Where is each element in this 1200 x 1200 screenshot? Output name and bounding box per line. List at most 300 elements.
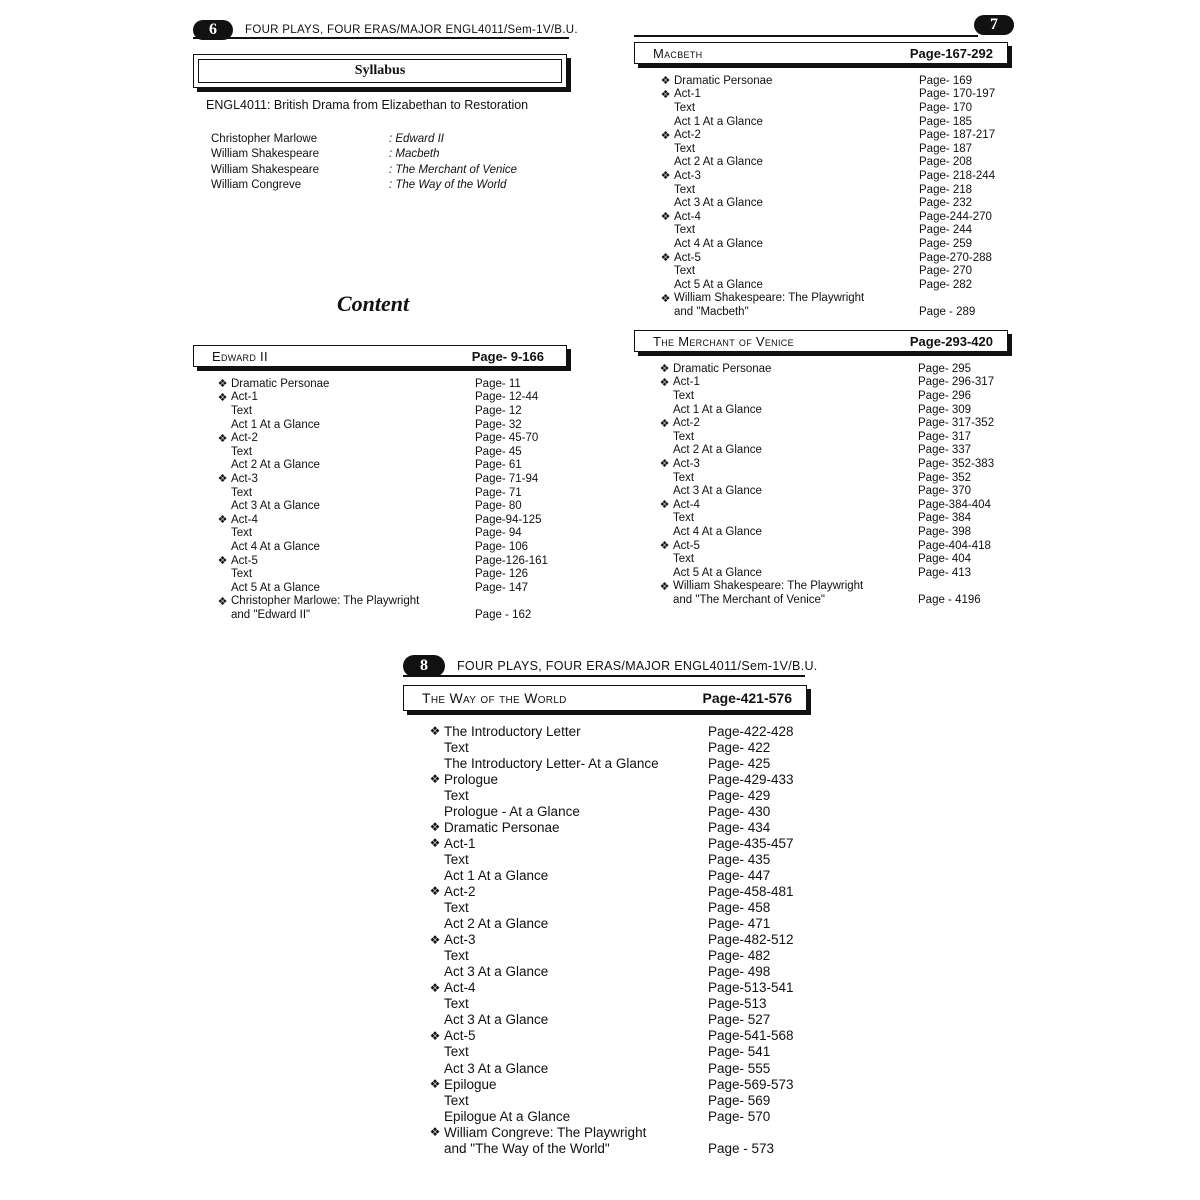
toc-row <box>656 362 1016 376</box>
toc-entry-page: Page- 422 <box>708 739 771 755</box>
toc-entry-page: Page- 218 <box>919 183 973 196</box>
toc-entry-page: Page- 370 <box>918 485 972 498</box>
toc-row <box>426 996 826 1012</box>
toc-row <box>657 142 1017 156</box>
toc-row <box>214 527 574 541</box>
toc-entry-page: Page- 80 <box>475 500 522 513</box>
toc-entry-page: Page- 429 <box>708 787 771 803</box>
toc-entry-label: William Shakespeare: The Playwright <box>674 292 865 305</box>
toc-row <box>214 499 574 513</box>
syllabus-work: : Macbeth <box>389 148 440 161</box>
bullet-icon: ❖ <box>660 292 671 305</box>
toc-entry-label: Act-2 <box>444 883 476 899</box>
toc-row <box>657 224 1017 238</box>
toc-row <box>214 418 574 432</box>
toc-entry-label: Act 3 At a Glance <box>444 1012 549 1028</box>
toc-entry-label: Text <box>674 224 696 237</box>
toc-entry-page: Page- 458 <box>708 900 771 916</box>
bullet-icon: ❖ <box>659 376 670 389</box>
syllabus-work: : The Merchant of Venice <box>389 163 518 176</box>
syllabus-table <box>211 133 517 194</box>
section-title: The Way of the World <box>422 690 567 706</box>
toc-row <box>657 156 1017 170</box>
toc-entry-page: Page-541-568 <box>708 1028 794 1044</box>
toc-row <box>656 471 1016 485</box>
toc-entry-page: Page- 187-217 <box>919 129 996 142</box>
syllabus-box <box>193 54 567 88</box>
toc-entry-page: Page- 541 <box>708 1044 771 1060</box>
bullet-icon: ❖ <box>660 252 671 265</box>
bullet-icon: ❖ <box>659 580 670 593</box>
toc-entry-label: Act-5 <box>674 251 701 264</box>
toc-entry-label: Act-5 <box>673 539 700 552</box>
header-rule <box>634 35 978 37</box>
toc-entry-label: Act-1 <box>231 391 258 404</box>
toc-entry-page: Page- 232 <box>919 197 973 210</box>
toc-entry-page: Page- 337 <box>918 444 972 457</box>
toc-entry-label: Act 5 At a Glance <box>674 278 763 291</box>
toc-entry-page: Page- 404 <box>918 553 972 566</box>
syllabus-work: : Edward II <box>389 133 444 145</box>
bullet-icon: ❖ <box>660 75 671 88</box>
toc-entry-page: Page-458-481 <box>708 883 794 899</box>
toc-entry-label: Act-4 <box>444 980 476 996</box>
toc-entry-page: Page- 106 <box>475 540 529 553</box>
toc-row <box>426 1140 826 1156</box>
section-header-edward <box>193 345 567 367</box>
toc-row <box>426 1028 826 1044</box>
toc-entry-label: Act-2 <box>231 432 258 445</box>
header-rule <box>403 675 805 677</box>
toc-entry-label: Epilogue <box>444 1076 497 1092</box>
toc-row <box>214 581 574 595</box>
toc-row <box>426 932 826 948</box>
section-pages: Page-421-576 <box>702 690 792 706</box>
toc-row <box>657 101 1017 115</box>
content-heading: Content <box>337 291 410 316</box>
toc-entry-page: Page-422-428 <box>708 723 794 739</box>
toc-entry-label: Act-5 <box>231 554 258 567</box>
toc-row <box>657 251 1017 265</box>
toc-entry-label: Act 1 At a Glance <box>674 115 763 128</box>
toc-entry-page: Page- 32 <box>475 418 522 431</box>
toc-row <box>657 169 1017 183</box>
toc-entry-page: Page- 527 <box>708 1012 771 1028</box>
toc-row <box>214 595 574 609</box>
toc-row <box>657 305 1017 319</box>
toc-entry-page: Page- 295 <box>918 362 972 375</box>
toc-entry-label: Act-1 <box>673 376 700 389</box>
toc-entry-label: Text <box>231 486 253 499</box>
toc-row <box>657 292 1017 306</box>
toc-entry-page: Page- 71 <box>475 486 522 499</box>
section-title: Macbeth <box>653 45 703 61</box>
toc-row <box>656 403 1016 417</box>
toc-entry-label: Act 4 At a Glance <box>674 237 763 250</box>
toc-entry-label: Act-2 <box>674 129 701 142</box>
toc-entry-label: Text <box>444 851 469 867</box>
toc-entry-label: Text <box>444 1044 469 1060</box>
toc-entry-page: Page- 185 <box>919 115 973 128</box>
toc-way <box>426 723 826 1156</box>
toc-row <box>656 416 1016 430</box>
toc-entry-label: Dramatic Personae <box>231 377 330 390</box>
toc-row <box>656 525 1016 539</box>
toc-row <box>214 459 574 473</box>
bullet-icon: ❖ <box>429 1125 441 1140</box>
toc-row <box>214 608 574 622</box>
toc-entry-label: Epilogue At a Glance <box>444 1108 571 1124</box>
toc-entry-label: Act-4 <box>674 210 701 223</box>
toc-row <box>426 916 826 932</box>
toc-entry-label: William Shakespeare: The Playwright <box>673 580 864 593</box>
bullet-icon: ❖ <box>429 820 441 835</box>
syllabus-row <box>211 179 517 194</box>
toc-macbeth <box>657 74 1017 319</box>
toc-entry-label: Text <box>231 404 253 417</box>
bullet-icon: ❖ <box>660 88 671 101</box>
toc-row <box>214 540 574 554</box>
toc-entry-page: Page- 471 <box>708 916 771 932</box>
toc-entry-label: Text <box>674 101 696 114</box>
bullet-icon: ❖ <box>659 540 670 553</box>
toc-entry-label: Dramatic Personae <box>444 819 560 835</box>
toc-entry-label: and "Edward II" <box>231 608 311 621</box>
toc-row <box>426 771 826 787</box>
toc-entry-label: Act 2 At a Glance <box>674 156 763 169</box>
bullet-icon: ❖ <box>429 980 441 995</box>
toc-entry-page: Page- 147 <box>475 581 529 594</box>
toc-entry-page: Page- 569 <box>708 1092 771 1108</box>
bullet-icon: ❖ <box>217 514 228 527</box>
toc-entry-page: Page- 208 <box>919 156 973 169</box>
toc-entry-label: The Introductory Letter <box>444 723 581 739</box>
section-title: The Merchant of Venice <box>653 333 794 349</box>
toc-row <box>656 457 1016 471</box>
toc-entry-page: Page- 282 <box>919 278 973 291</box>
toc-row <box>214 445 574 459</box>
toc-entry-label: Text <box>444 948 469 964</box>
header-rule <box>193 37 569 39</box>
section-pages: Page-293-420 <box>909 333 993 349</box>
toc-entry-page: Page - 289 <box>919 305 976 318</box>
toc-entry-label: Text <box>444 739 469 755</box>
toc-row <box>657 128 1017 142</box>
bullet-icon: ❖ <box>217 555 228 568</box>
toc-entry-label: Act 3 At a Glance <box>674 197 763 210</box>
bullet-icon: ❖ <box>429 932 441 947</box>
syllabus-author: William Congreve <box>211 178 302 191</box>
toc-row <box>214 377 574 391</box>
toc-entry-label: Act-4 <box>231 513 258 526</box>
toc-entry-label: Act-1 <box>444 835 476 851</box>
toc-entry-page: Page- 352 <box>918 471 972 484</box>
toc-row <box>656 580 1016 594</box>
toc-entry-label: Text <box>674 142 696 155</box>
toc-entry-label: Act 3 At a Glance <box>444 964 549 980</box>
toc-entry-page: Page- 187 <box>919 142 973 155</box>
toc-row <box>426 948 826 964</box>
toc-entry-label: Act 3 At a Glance <box>231 500 320 513</box>
toc-row <box>214 567 574 581</box>
syllabus-author: William Shakespeare <box>211 163 320 176</box>
toc-entry-page: Page- 570 <box>708 1108 771 1124</box>
toc-row <box>656 430 1016 444</box>
toc-entry-page: Page- 170-197 <box>919 88 996 101</box>
toc-row <box>426 851 826 867</box>
toc-entry-page: Page- 435 <box>708 851 771 867</box>
toc-entry-page: Page- 413 <box>918 566 972 579</box>
toc-entry-page: Page- 482 <box>708 948 771 964</box>
toc-entry-label: William Congreve: The Playwright <box>444 1124 647 1140</box>
toc-row <box>426 787 826 803</box>
bullet-icon: ❖ <box>660 170 671 183</box>
bullet-icon: ❖ <box>217 378 228 391</box>
toc-entry-label: Text <box>673 471 695 484</box>
toc-entry-label: Text <box>444 787 469 803</box>
toc-row <box>657 278 1017 292</box>
toc-row <box>656 376 1016 390</box>
toc-entry-label: Act 4 At a Glance <box>231 540 320 553</box>
toc-row <box>426 819 826 835</box>
toc-entry-page: Page- 317-352 <box>918 417 995 430</box>
section-title: Edward II <box>212 348 268 364</box>
section-pages: Page-167-292 <box>909 45 993 61</box>
bullet-icon: ❖ <box>429 884 441 899</box>
bullet-icon: ❖ <box>429 724 441 739</box>
toc-entry-label: and "The Merchant of Venice" <box>673 593 826 606</box>
page-number-badge: 6 <box>193 20 233 40</box>
toc-entry-label: Text <box>673 389 695 402</box>
toc-entry-page: Page-94-125 <box>475 513 542 526</box>
toc-entry-label: Act-3 <box>231 472 258 485</box>
toc-row <box>656 444 1016 458</box>
toc-row <box>426 1076 826 1092</box>
bullet-icon: ❖ <box>429 836 441 851</box>
toc-entry-label: Text <box>444 996 469 1012</box>
bullet-icon: ❖ <box>217 595 228 608</box>
toc-merchant <box>656 362 1016 607</box>
toc-entry-page: Page - 162 <box>475 608 532 621</box>
toc-entry-page: Page- 259 <box>919 237 973 250</box>
toc-entry-label: Act-5 <box>444 1028 476 1044</box>
toc-entry-page: Page- 11 <box>475 377 521 390</box>
toc-row <box>426 883 826 899</box>
toc-entry-page: Page- 45 <box>475 445 522 458</box>
toc-entry-page: Page- 170 <box>919 101 973 114</box>
toc-entry-page: Page- 61 <box>475 459 522 472</box>
toc-row <box>426 803 826 819</box>
toc-row <box>657 74 1017 88</box>
toc-row <box>656 593 1016 607</box>
page-number-badge: 8 <box>403 655 445 677</box>
toc-entry-page: Page-404-418 <box>918 539 991 552</box>
toc-entry-page: Page- 12 <box>475 404 522 417</box>
toc-entry-label: Text <box>231 568 253 581</box>
toc-entry-page: Page- 71-94 <box>475 472 539 485</box>
toc-entry-page: Page- 296-317 <box>918 376 995 389</box>
toc-entry-page: Page- 218-244 <box>919 169 996 182</box>
toc-entry-label: and "The Way of the World" <box>444 1140 610 1156</box>
toc-entry-label: Act 3 At a Glance <box>444 1060 549 1076</box>
toc-entry-label: Act 3 At a Glance <box>673 485 762 498</box>
syllabus-author: Christopher Marlowe <box>211 133 318 145</box>
toc-row <box>426 739 826 755</box>
toc-entry-page: Page- 498 <box>708 964 771 980</box>
toc-entry-page: Page- 555 <box>708 1060 771 1076</box>
toc-row <box>426 1060 826 1076</box>
toc-row <box>214 554 574 568</box>
section-header-merchant <box>634 330 1008 352</box>
toc-row <box>426 1044 826 1060</box>
bullet-icon: ❖ <box>659 363 670 376</box>
toc-entry-label: Text <box>231 527 253 540</box>
toc-entry-label: Act 2 At a Glance <box>444 916 549 932</box>
toc-row <box>214 472 574 486</box>
toc-entry-label: Prologue - At a Glance <box>444 803 580 819</box>
bullet-icon: ❖ <box>217 432 228 445</box>
running-header: FOUR PLAYS, FOUR ERAS/MAJOR ENGL4011/Sem-1V/B.U. <box>457 659 818 673</box>
toc-row <box>214 486 574 500</box>
toc-entry-page: Page- 352-383 <box>918 457 995 470</box>
toc-row <box>656 389 1016 403</box>
toc-entry-label: Text <box>673 553 695 566</box>
toc-edward <box>214 377 574 622</box>
toc-entry-label: Act 5 At a Glance <box>673 566 762 579</box>
bullet-icon: ❖ <box>217 473 228 486</box>
bullet-icon: ❖ <box>659 458 670 471</box>
toc-entry-page: Page- 430 <box>708 803 771 819</box>
toc-entry-label: Act-4 <box>673 498 700 511</box>
toc-entry-label: Act 5 At a Glance <box>231 581 320 594</box>
syllabus-row <box>211 164 517 179</box>
toc-row <box>426 980 826 996</box>
toc-entry-page: Page-429-433 <box>708 771 794 787</box>
bullet-icon: ❖ <box>429 1028 441 1043</box>
toc-row <box>657 237 1017 251</box>
toc-entry-label: Text <box>673 512 695 525</box>
toc-entry-page: Page-435-457 <box>708 835 794 851</box>
toc-row <box>426 1108 826 1124</box>
toc-entry-label: Text <box>444 900 469 916</box>
section-header-macbeth <box>634 42 1008 64</box>
toc-entry-page: Page- 296 <box>918 389 972 402</box>
toc-row <box>656 484 1016 498</box>
toc-entry-label: Act-2 <box>673 417 700 430</box>
toc-entry-page: Page- 270 <box>919 265 973 278</box>
toc-entry-label: Text <box>673 430 695 443</box>
bullet-icon: ❖ <box>659 417 670 430</box>
toc-entry-page: Page- 244 <box>919 224 973 237</box>
toc-entry-page: Page- 425 <box>708 755 771 771</box>
toc-row <box>657 88 1017 102</box>
toc-row <box>426 964 826 980</box>
toc-entry-label: Text <box>231 445 253 458</box>
bullet-icon: ❖ <box>660 211 671 224</box>
toc-entry-label: Act 1 At a Glance <box>231 418 320 431</box>
toc-entry-label: Dramatic Personae <box>673 362 772 375</box>
toc-entry-page: Page- 169 <box>919 74 973 87</box>
toc-entry-page: Page- 12-44 <box>475 391 539 404</box>
bullet-icon: ❖ <box>429 1077 441 1092</box>
toc-row <box>656 539 1016 553</box>
course-title: ENGL4011: British Drama from Elizabethan to Restoration <box>206 98 529 112</box>
toc-row <box>426 1012 826 1028</box>
toc-row <box>214 391 574 405</box>
toc-entry-label: Text <box>674 183 696 196</box>
toc-entry-page: Page- 434 <box>708 819 771 835</box>
toc-entry-page: Page- 309 <box>918 403 972 416</box>
toc-entry-label: Dramatic Personae <box>674 74 773 87</box>
toc-entry-page: Page-513-541 <box>708 980 794 996</box>
toc-entry-label: Text <box>674 265 696 278</box>
toc-row <box>426 1124 826 1140</box>
toc-entry-page: Page-513 <box>708 996 767 1012</box>
toc-entry-label: Text <box>444 1092 469 1108</box>
toc-row <box>657 264 1017 278</box>
syllabus-work: : The Way of the World <box>389 178 507 191</box>
toc-row <box>656 498 1016 512</box>
toc-row <box>214 404 574 418</box>
toc-row <box>656 552 1016 566</box>
toc-entry-label: Act 2 At a Glance <box>231 459 320 472</box>
toc-entry-page: Page- 126 <box>475 568 529 581</box>
toc-entry-label: Act-3 <box>673 457 700 470</box>
toc-row <box>426 835 826 851</box>
toc-entry-page: Page- 398 <box>918 525 972 538</box>
toc-entry-page: Page-270-288 <box>919 251 992 264</box>
toc-entry-page: Page-384-404 <box>918 498 991 511</box>
toc-entry-page: Page-126-161 <box>475 554 548 567</box>
page8-header <box>403 655 818 677</box>
toc-entry-label: The Introductory Letter- At a Glance <box>444 755 659 771</box>
toc-entry-page: Page-569-573 <box>708 1076 794 1092</box>
toc-row <box>426 900 826 916</box>
syllabus-row <box>211 148 517 163</box>
toc-row <box>657 210 1017 224</box>
toc-entry-page: Page- 317 <box>918 430 972 443</box>
toc-entry-page: Page-244-270 <box>919 210 992 223</box>
syllabus-row <box>211 133 517 148</box>
toc-entry-label: Act-3 <box>444 932 476 948</box>
toc-entry-page: Page- 94 <box>475 527 522 540</box>
toc-entry-label: Act 4 At a Glance <box>673 525 762 538</box>
toc-entry-label: Christopher Marlowe: The Playwright <box>231 595 420 608</box>
page-number-badge: 7 <box>974 15 1014 35</box>
toc-row <box>426 755 826 771</box>
bullet-icon: ❖ <box>660 129 671 142</box>
toc-entry-label: Act 2 At a Glance <box>673 444 762 457</box>
toc-row <box>426 723 826 739</box>
section-pages: Page- 9-166 <box>471 348 544 364</box>
toc-entry-page: Page- 45-70 <box>475 432 539 445</box>
toc-entry-page: Page - 4196 <box>918 593 981 606</box>
syllabus-author: William Shakespeare <box>211 148 320 161</box>
toc-entry-page: Page - 573 <box>708 1140 775 1156</box>
toc-entry-label: Act 1 At a Glance <box>444 867 549 883</box>
toc-row <box>657 196 1017 210</box>
toc-entry-page: Page-482-512 <box>708 932 794 948</box>
toc-row <box>656 566 1016 580</box>
toc-entry-label: and "Macbeth" <box>674 305 749 318</box>
toc-entry-label: Prologue <box>444 771 499 787</box>
toc-entry-label: Act 1 At a Glance <box>673 403 762 416</box>
bullet-icon: ❖ <box>659 499 670 512</box>
toc-row <box>214 431 574 445</box>
toc-entry-label: Act-1 <box>674 88 701 101</box>
bullet-icon: ❖ <box>429 772 441 787</box>
toc-entry-page: Page- 447 <box>708 867 771 883</box>
